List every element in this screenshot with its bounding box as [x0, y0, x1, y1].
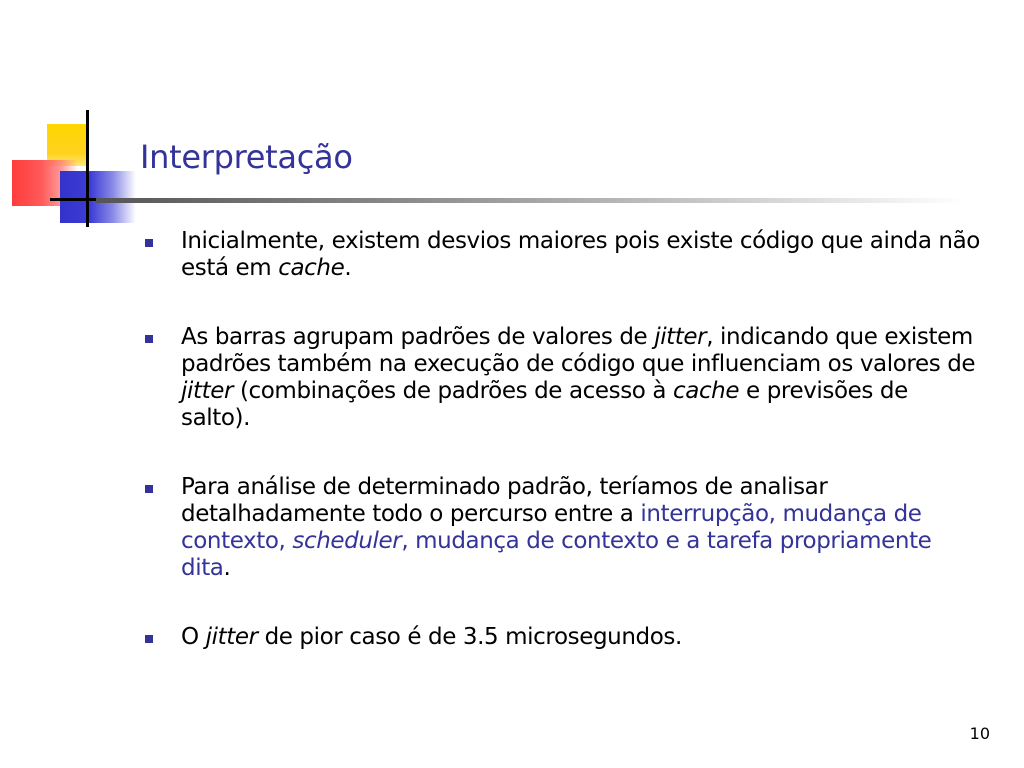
text-run: Para análise de determinado padrão, teríamos de analisar detalhadamente todo o percurso entre a [181, 474, 828, 527]
text-run-highlight-italic: scheduler [292, 528, 402, 554]
decor-blue-square [60, 171, 136, 223]
title-divider [96, 198, 966, 203]
text-run: . [223, 555, 231, 581]
text-run: As barras agrupam padrões de valores de [181, 324, 655, 350]
decor-vertical-line [86, 110, 89, 227]
bullet-item [142, 474, 982, 582]
text-run: e previsões de salto). [181, 378, 908, 431]
text-run: (combinações de padrões de acesso à [233, 378, 673, 404]
square-bullet-icon [145, 635, 153, 643]
text-run: , indicando que existem padrões também na execução de código que influenciam os valores de [181, 324, 976, 377]
text-run-italic: cache [278, 255, 345, 281]
page-number: 10 [969, 724, 990, 743]
slide-title: Interpretação [140, 138, 353, 176]
square-bullet-icon [145, 335, 153, 343]
text-run: . [344, 255, 352, 281]
bullet-text [181, 324, 975, 431]
bullet-item [142, 324, 982, 432]
text-run-italic: cache [673, 378, 740, 404]
text-run-italic: jitter [205, 624, 258, 650]
bullet-item [142, 228, 982, 282]
bullet-item [142, 624, 982, 651]
square-bullet-icon [145, 485, 153, 493]
bullet-text [181, 624, 682, 650]
text-run: O [181, 624, 206, 650]
square-bullet-icon [145, 239, 153, 247]
text-run-highlight: interrupção, mudança de contexto, [181, 501, 922, 554]
bullet-list [142, 228, 982, 651]
bullet-text [181, 474, 931, 581]
text-run-highlight: , mudança de contexto e a tarefa propriamente dita [181, 528, 932, 581]
text-run: de pior caso é de 3.5 microsegundos. [257, 624, 682, 650]
text-run: Inicialmente, existem desvios maiores pois existe código que ainda não está em [181, 228, 980, 281]
text-run-italic: jitter [654, 324, 707, 350]
bullet-text [181, 228, 980, 281]
text-run-italic: jitter [181, 378, 234, 404]
